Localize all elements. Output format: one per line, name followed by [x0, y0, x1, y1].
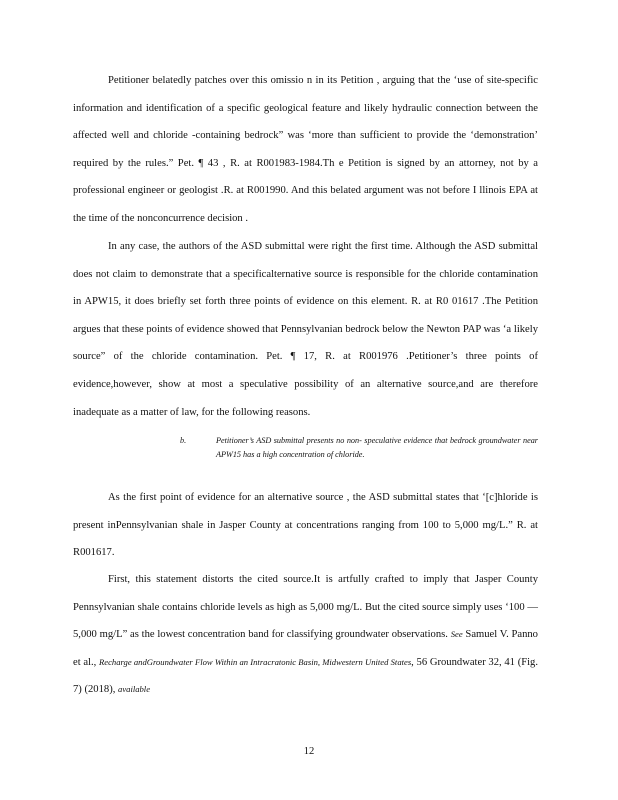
paragraph-1: Petitioner belatedly patches over this omissio n in its Petition , arguing that the ‘use of site-specific information and identification of a specific geological feature and likely hydraulic connection between the affected well and chloride -containing bedrock” was ‘more than sufficient to provide the ‘demonstration’ required by the rules.” Pet. ¶ 43 , R. at R001983-1984.Th e Petition is signed by an attorney, not by a professional engineer or geologist .R. at R001990. And this belated argument was not before I llinois EPA at the time of the nonconcurrence decision . — [73, 75, 538, 224]
citation-reference: , 56 Groundwater 32, 41 (Fig. 7) (2018), — [73, 656, 538, 696]
paragraph-2: In any case, the authors of the ASD submittal were right the first time. Although the ASD submittal does not claim to demonstrate that a specificalternative source is responsible for the chloride contamination in APW15, it does briefly set forth three points of evidence on this element. R. at R0 01617 .The Petition argues that these points of evidence showed that Pennsylvanian bedrock below the Newton PAP was ‘a likely source” of the chloride contamination. Pet. ¶ 17, R. at R001976 .Petitioner’s three points of evidence,however, show at most a speculative possibility of an alternative source,and are therefore inadequate as a matter of law, for the following reasons. — [73, 241, 538, 418]
page-number: 12 — [303, 746, 315, 757]
section-heading-label: b. — [180, 436, 187, 445]
citation-authors: Samuel V. Panno et al., — [73, 629, 538, 668]
citation-available: available — [118, 684, 151, 695]
citation-title: Recharge andGroundwater Flow Within an Intracratonic Basin, Midwestern United States — [99, 656, 412, 667]
citation-signal: See — [450, 629, 463, 640]
paragraph-4-main: First, this statement distorts the cited source.It is artfully crafted to imply that Jasper County Pennsylvanian shale contains chloride levels as high as 5,000 mg/L. But the cited source simply uses ‘100 — 5,000 mg/L” as the lowest concentration band for classifying groundwater observations. — [73, 574, 538, 641]
section-heading-text: Petitioner’s ASD submittal presents no non- speculative evidence that bedrock groundwater near APW15 has a high concentration of chloride. — [216, 436, 538, 459]
paragraph-3: As the first point of evidence for an alternative source , the ASD submittal states that ‘[c]hloride is present inPennsylvanian shale in Jasper County at concentrations ranging from 100 to 5,000 mg/L.” R. at R001617. — [73, 492, 538, 559]
paragraph-4 — [73, 566, 538, 704]
